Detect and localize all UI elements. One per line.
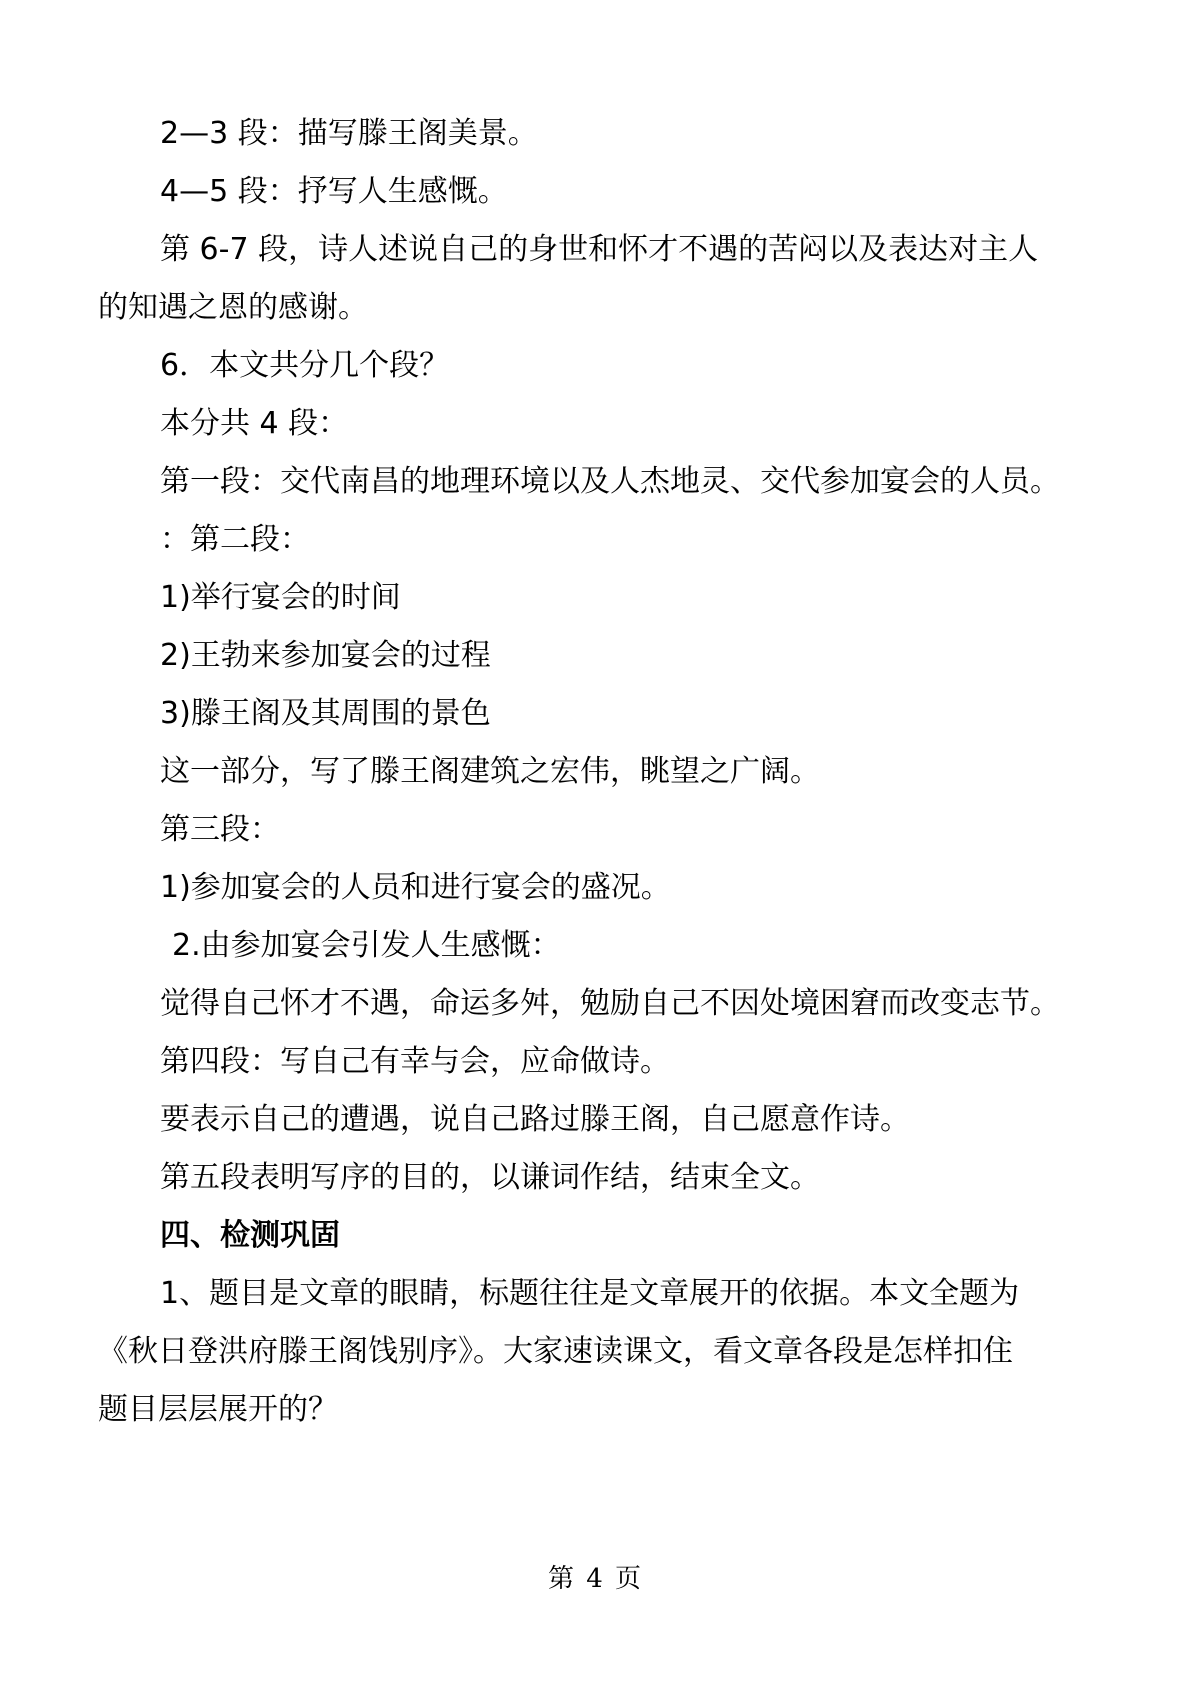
- text-line: 第 6-7 段，诗人述说自己的身世和怀才不遇的苦闷以及表达对主人: [160, 232, 1039, 267]
- text-line: 第三段：: [160, 812, 280, 847]
- text-line: 1、题目是文章的眼睛，标题往往是文章展开的依据。本文全题为: [160, 1276, 1020, 1311]
- text-line: 第四段：写自己有幸与会，应命做诗。: [160, 1044, 670, 1079]
- page-number: 第 4 页: [547, 1564, 644, 1594]
- list-item: 1)参加宴会的人员和进行宴会的盛况。: [160, 870, 671, 905]
- text-line: ：第二段：: [160, 522, 310, 557]
- list-item: 2)王勃来参加宴会的过程: [160, 638, 491, 673]
- text-line: 觉得自己怀才不遇，命运多舛，勉励自己不因处境困窘而改变志节。: [160, 986, 1060, 1021]
- text-line: 题目层层展开的？: [98, 1392, 338, 1427]
- text-line: 第一段：交代南昌的地理环境以及人杰地灵、交代参加宴会的人员。: [160, 464, 1060, 499]
- list-item: 3)滕王阁及其周围的景色: [160, 696, 491, 731]
- text-line: 的知遇之恩的感谢。: [98, 290, 368, 325]
- text-line: 这一部分，写了滕王阁建筑之宏伟，眺望之广阔。: [160, 754, 820, 789]
- text-line: 《秋日登洪府滕王阁饯别序》。大家速读课文，看文章各段是怎样扣住: [98, 1334, 1013, 1369]
- list-item: 2.由参加宴会引发人生感慨：: [172, 928, 561, 963]
- text-line: 本分共 4 段：: [160, 406, 349, 441]
- section-heading: 四、检测巩固: [160, 1218, 340, 1253]
- question-heading: 6．本文共分几个段？: [160, 348, 450, 383]
- text-line: 要表示自己的遭遇，说自己路过滕王阁，自己愿意作诗。: [160, 1102, 910, 1137]
- text-line: 4—5 段：抒写人生感慨。: [160, 174, 508, 209]
- text-line: 2—3 段：描写滕王阁美景。: [160, 116, 538, 151]
- list-item: 1)举行宴会的时间: [160, 580, 401, 615]
- text-line: 第五段表明写序的目的，以谦词作结，结束全文。: [160, 1160, 820, 1195]
